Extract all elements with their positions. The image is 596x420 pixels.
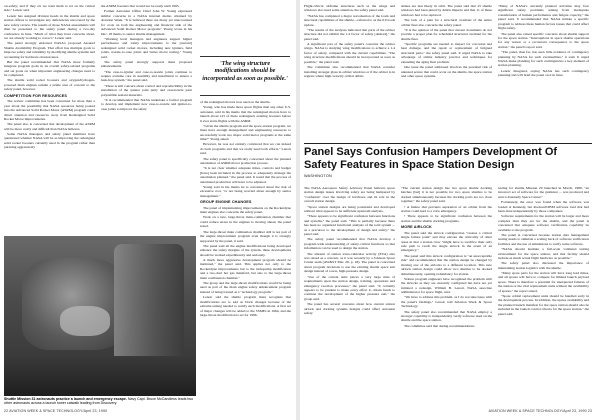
paragraph: "The panel, thus far, has seen little evidence of contingency planning by NASA for such eventualities," it said. It urged NASA make planning for such contingencies a key element of station planning.: [498, 50, 589, 68]
paragraph: testing for shuttle Mission 29 launched in March, 1989, "an incorrect set of software for the guidance ... was produced and sent to Kennedy Space Center.": [498, 186, 589, 199]
paragraph: "It is the opinion of the panel that current documents do not provide a proper plan for scheduled structural overhaul for the shuttle fleet.: [401, 27, 492, 41]
paragraph: "Spare orbital replacement units should be handled early in the development process. In addition, the spares availability and the planned launch manifest for the space station should also be included in the launch control criteria for the space station," the panel said.: [498, 294, 589, 316]
paragraph: The panel said this airlock configuration is "an unacceptable risk" and recommended that the station design be changed by moving one of the airlocks to a different location. This new airlock station design could allow two shuttles to be docked simultaneously, opening redundancy for station.: [401, 253, 492, 276]
headline-block: [304, 146, 592, 178]
photo-highlight: [60, 306, 110, 336]
paragraph: Some NASA managers and safety panel members have questioned whether NASA will be as improving the redesigned solid rocket boosters currently used in the program rather than pursuing aggressively: [4, 132, 95, 150]
paragraph: on-safety; and if they err we want them to err on the critical side," Lenoir said.: [4, 4, 95, 13]
headline-rule: [304, 143, 592, 144]
paragraph: Lenoir said the shuttle program must recognize that modifications are to add as block changes because of the extreme testing needed to certify such modifications. A first set of major changes will be added to the SSMEs in 1994, and the large-throat modification is set for 1996.: [200, 295, 291, 317]
paragraph: But the panel recommended that NASA more formally integrate program goals in its overall safety-related programs and set goals on when important engineering changes need to be completed.: [4, 59, 95, 78]
paragraph: of the redesigned motors now used on the shuttle.: [200, 100, 271, 104]
paragraph: The amount of station extra-vehicular activity (EVA) also was raised as a concern, as it was recently by a Johnson Space Center team (AW&ST Mar. 26, p. 18). The panel is concerned about program decisions to use the existing shuttle space suit design instead of a new, high-pressure design.: [304, 251, 395, 274]
paragraph: The safety panel also discussed the importance of maintaining station logistics with the shuttle.: [498, 261, 589, 270]
paragraph: "NASA has completed a major reevaluation of the loads and structural capabilities of the shuttle—referred to as the 6.0 loads update.: [304, 13, 395, 27]
photo-floor: [4, 356, 196, 396]
astronaut-photo: [4, 236, 196, 396]
paragraph: "Given the shuttle program and the space station program, we must have enough management and engineering resources to successfully work two major solid motor programs at the same time?" Young asked.: [200, 123, 291, 142]
article-column-9: [498, 186, 589, 404]
paragraph: Lenoir disagreed, saying NASA has such contingency planning and will brief the panel on it in June.: [498, 68, 589, 78]
article-column-2: [101, 4, 192, 232]
paragraph: Station program engineers have recognized the problem with the airlocks as they are currently configured but have not yet initiated a redesign. William B. Lenoir, NASA associate administrator for space flight, said.: [401, 276, 492, 295]
paragraph: "Use of the current suits places a very large time of requirements upon the station design, training, operations and emergency reaction processes," the panel said. "It certainly appears to be prudent to make every effort to obtain funds to continue the development of the higher pressure suit," the group said.: [304, 274, 395, 301]
paragraph: The NASA Aerospace Safety Advisory Panel believes space station design issues involving safety are being hampered by "confusion" over the design of hardware and its role in the overall station design.: [304, 186, 395, 204]
paragraph: The shuttle solid rocket boosters and oxygen/hydrogen-powered main engines remain a prime area of concern to the safety panel, however.: [4, 78, 95, 92]
article-column-5: [401, 4, 492, 138]
paragraph: "Working level managers and engineers support higher performance and safety improvements to the [current] redesigned solid rocket motors, including new igniters, field joints, nozzle-to-case joints and better motor testing," Young said.: [101, 36, 192, 59]
paragraph: "There appears to be significant confusion between functions and systems," the panel said. "This is partially because there has been no organized functional analysis of the total system ... as a precursor to the development of design and safety," the panel said.: [304, 214, 395, 237]
subheading: GROUP ENGINE CHANGES: [200, 200, 252, 205]
paragraph: The panel also is concerned that development of the ASRM will be more costly and difficult than NASA believes.: [4, 122, 95, 131]
paragraph: "It is recommended that NASA undertake a formal program to develop and implement new case-to-nozzle and igniter-to-case joints to improve the safety: [101, 97, 192, 111]
article-headline: Panel Says Confusion Hampers Development Of Safety Features in Space Station Design: [304, 146, 558, 171]
paragraph: However, he was not entirely convinced that we can indeed do both programs and that we really need both efforts," Lenoir said.: [200, 142, 291, 156]
paragraph: "We have to address this problem, as I do not take issue with the panel's findings," Lenoir told Aviation Week & Space Technology.: [401, 295, 492, 309]
paragraph: the ASRM boosters that would not be ready until 1995.: [101, 4, 180, 8]
paragraph: "Many spare parts for the station will have long lead times, and all spares will have to compete for limited launch payload space. There is therefore a potential for unexpected failures of the station or the vital replacement units without the availability of spares," the report stated.: [498, 270, 589, 293]
pull-quote: 'The wing structure modifications should be incorporated as soon as possible.': [200, 56, 290, 96]
paragraph: A much more aggressive development program should be instituted," the panel said. This applies not only to the Rocketdyne improvements but to the turbopump modification and a two-duct hot gas manifold, but also to the large-throat main combustion chamber.": [200, 257, 291, 280]
paragraph: The large-throat main combustion chamber still is not part of the engine improvement program even though it is strongly supported by the panel, it said.: [200, 229, 291, 243]
article-column-8: [401, 186, 492, 404]
paragraph: Software requirements for the station will be larger and more complex than they are for the shuttle, and the panel is concerned that adequate software verification capability be available to the program.: [498, 214, 589, 232]
right-page: [300, 0, 596, 420]
article-column-6: [498, 4, 589, 138]
paragraph: "Space station designs are being postulated and developed without what appears to be sufficient upstream analysis.: [304, 204, 395, 214]
paragraph: The committee said that during recommendations: [404, 323, 475, 328]
paragraph: "Specific programs are needed to inspect for corrosion and heat damage, and the repair or replacement of fatigued structural parts," the safety panel said. It urged NASA to take advantage of airline industry practice and techniques for extending the aging fleet problem.: [401, 42, 492, 64]
caption-text: Shuttle Mission 31 astronauts practice a launch and emergency escape.: [4, 397, 127, 401]
paragraph: The safety panel recommended that NASA develop a program-wide understanding of safety-critical functions so that information can be used to design the station.: [304, 237, 395, 251]
paragraph: One issue the panel addressed involves the potential risk of untested severe that could occur on the shuttle, the space station and other space systems.: [401, 65, 492, 78]
paragraph: The lack of a plan for a structural overhaul of the entire orbiter fleet also concerns the safety panel.: [401, 18, 492, 27]
article-column-7: [304, 186, 395, 404]
paragraph: The panel said the airlock configuration "creates a critical single failure point" and may elevate the criticality of other areas in that a station crew "might have to sacrifice their only safe path to reach the single airlock in the event of an emergency.": [401, 230, 492, 253]
paragraph: "There is still concern about control and reproducibility in the installation of the quieter joint putty and case/nozzle joint polysulfide sealant materials.: [101, 83, 192, 97]
paragraph: Flight-critical airframe structures such as the wings and windows also need some attention, the safety panel said.: [304, 4, 395, 13]
article-column-4: [304, 4, 395, 138]
paragraph: The review committee has been concerned for more than a year about the possibility that NASA resources being poured into the Advanced Solid Rocket Motor (ASRM) program could divert attention and resources away from Redesigned Solid Rocket Motor improvements.: [4, 99, 95, 122]
paragraph: Young, who has made more space flights than any other U.S. astronaut, said in his memo that the redesigned motors have to launch about 125 of these redesigned, existing boosters before it ever starts flights with the ASRM.: [200, 105, 291, 123]
caption-credit: Navy Capt. Bruce McCandless leads two other astronauts across a launch tower catwalk leading from Discovery.: [4, 397, 193, 406]
paragraph: Lenoir has assigned division heads in the shuttle and space station offices to investigate any deficiencies uncovered by the new safety review. The results of those NASA assessments will then be presented to the safety panel during a two-day conference in June. "Much of what they have concerns about, we are already working to correct," Lenoir said.: [4, 13, 95, 40]
paragraph: Young said in his memo he is concerned about the risk of excessive cost, "or not being worried about enough by senior management.": [200, 184, 291, 198]
paragraph: Fortunately, the error was found when the software was loaded at Kennedy, but Rockwell/IBM software load that had been done independently by those companies.: [498, 200, 589, 214]
paragraph: The safety panel strongly supports these proposed enhancements.: [101, 59, 192, 69]
paragraph: "NASA should institute a full-scale validated testing environment for the space station, and that facility should include as much actual flight hardware as possible.": [498, 247, 589, 260]
paragraph: The panel strongly endorsed NASA's proposed Assured Shuttle Availability Program. That effort has multiple goals to improve safety and reliability by modifying shuttle systems and accounting for hardware obsolescence.: [4, 41, 95, 59]
paragraph: The panel also raised specific concerns about shuttle support for the space station. "Interruptions in space shuttle operations for any reason or a reccurrent consequence to the space station," the panel's report said.: [498, 31, 589, 49]
paragraph: A significant part of the safety panel's concerns the orbiter wings. NASA is studying wing modifications to achieve a 1.4 factor of safety, compared with the current capabilities. "The wing structure modifications should be incorporated as soon as possible," the panel said.: [304, 42, 395, 64]
paragraph: The panel has several concerns about how current station airlock and docking systems designs could affect astronaut safety.: [304, 302, 395, 316]
paragraph: The panel of implementing improvements on the Rocketdyne main engines also concerns the safety panel.: [200, 205, 291, 215]
paragraph: The panel said all the engine modifications being developed enhance the safety margins of the system, these developments should be worked expeditiously and seriously.: [200, 243, 291, 257]
article-column-3: [200, 100, 291, 400]
paragraph: "It is not clear whether adequate times, controls and budget [have] been included in the process to adequately manage the automation planned," the panel said. It noted that the process of automated production will have to be adjusted.: [200, 166, 291, 184]
paragraph: Former Astronaut Office Chief John W. Young expressed similar concerns in a NASA internal memo obtained by Aviation Week. "It is believed there are many yet unaccounted for costs on both the engineering and financial side of the Advanced Solid Rocket Motor program," Young wrote in his Dec. 18 memo to senior shuttle management.: [101, 9, 192, 36]
paragraph: Work on a new, large-throat main-combustion chamber that could reduce stress in the engines is moving ahead, the panel noted.: [200, 215, 291, 229]
left-page: [0, 0, 296, 420]
paragraph: "The current station design has two space shuttle docking hatches [but] it is not possible for two space shuttles to be docked simultaneously because the docking ports are too close together," the safety panel said.: [401, 186, 492, 204]
paragraph: • There appears to be significant confusion between the station and the shuttle docking programs.: [401, 214, 492, 223]
page-footer-left: 22 AVIATION WEEK & SPACE TECHNOLOGY/April 23, 1990: [4, 409, 108, 413]
paragraph: The committee also recommended that NASA consider installing stronger glass in orbiter windows or if the orbiter is in regions where high-velocity orbital debris: [304, 65, 395, 78]
subheading: MORE AIRLOCK: [401, 225, 432, 230]
photo-caption: [4, 397, 196, 406]
article-column-1: [4, 4, 95, 232]
paragraph: strikes are less likely in orbit. The panel said that 25 shuttle windows had been pitted by debris impacts and that 11 of these windows had to be replaced.: [401, 4, 492, 17]
paragraph: "The case-to-igniter and case-to-nozzle joints continue to require extreme care in assembly and installation to ensure a leak-free system," the panel said.: [101, 69, 192, 83]
paragraph: The group and the large-throat modifications would be being used as part of the main engine safety enhancement program instead of being treated as a "technology program.": [200, 280, 291, 294]
subheading: COMPETITION FOR RESOURCES: [4, 93, 68, 98]
paragraph: • A failure that prevents separation of an orbiter from the station could lead to a crew emergency.: [401, 204, 492, 214]
dateline: WASHINGTON: [304, 174, 332, 178]
paragraph: The safety panel also recommended that NASA employ a stronger capability to independently verify software used on the shuttle and the space station.: [401, 309, 492, 323]
paragraph: "The results of the analyses indicated that parts of the orbiter structure did not exhibit the 1.4 factor of safety [desired]," the panel said.: [304, 27, 395, 41]
page-footer-right: AVIATION WEEK & SPACE TECHNOLOGY/April 23, 1990 23: [488, 409, 592, 413]
paragraph: The panel is concerned because station data management testing needs to simulate a scaling back of software verification facilities and the use of simulations to verify some software.: [498, 232, 589, 246]
paragraph: "Many of NASA's currently planned activities may face significant safety problems arising from inadequate consideration of human performance and fatigue capacity," the panel said. It recommended that NASA initiate a specific program to address these human factors issues that could affect flight safety.: [498, 4, 589, 31]
paragraph: The safety panel is specifically concerned about the planned automation of ASRM motor production process.: [200, 156, 291, 166]
